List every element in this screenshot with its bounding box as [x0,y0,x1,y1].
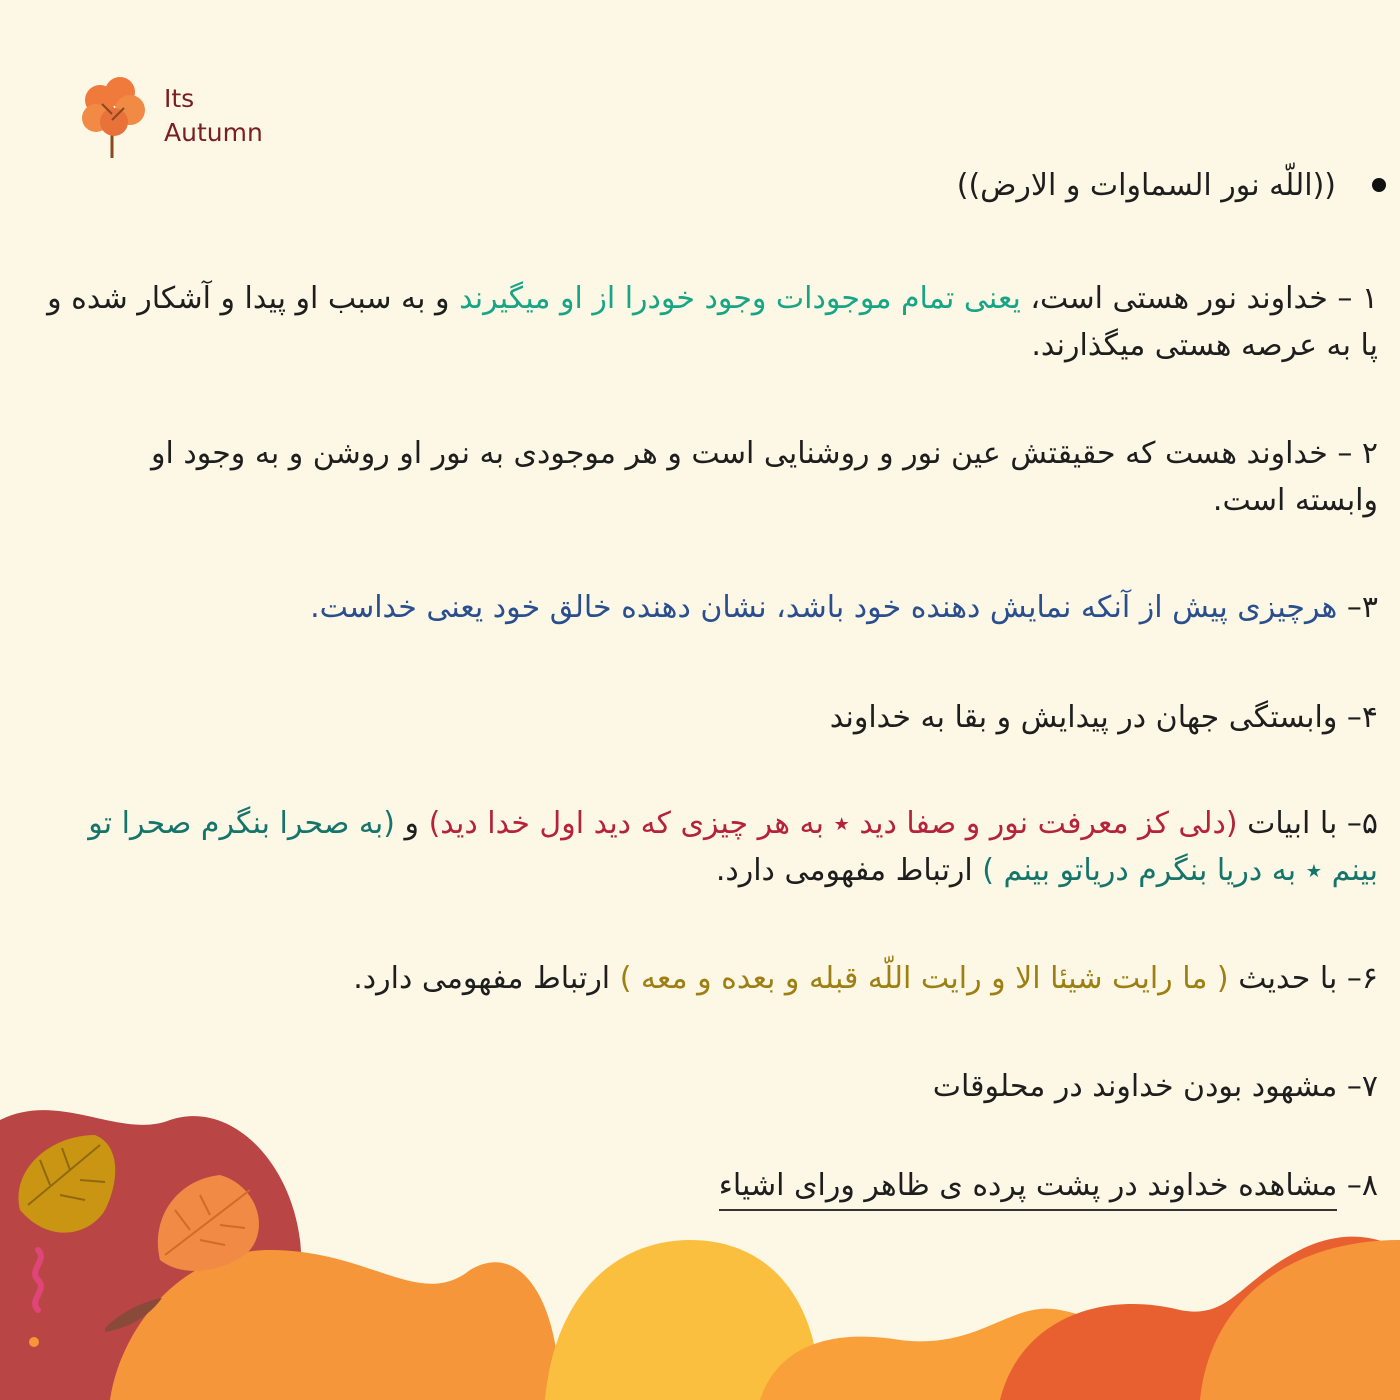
bullet-icon [1372,178,1386,192]
item-text: وابستگی جهان در پیدایش و بقا به خداوند [829,700,1338,735]
item-number: ۸– [1346,1168,1378,1203]
item-text: خداوند نور هستی است، [1030,281,1328,316]
item-4 [830,694,1378,741]
item-number: ۵– [1346,806,1378,841]
verse-2: (به صحرا بنگرم صحرا تو بینم ٭ به دریا بنگرم دریاتو بینم ) [88,806,1378,888]
item-1 [40,275,1378,369]
item-text: مشاهده خداوند در پشت پرده ی ظاهر ورای اشیاء [719,1168,1338,1211]
item-text: و [404,806,420,841]
item-3 [310,584,1378,631]
item-number: ۶– [1346,961,1378,996]
item-6 [353,955,1378,1002]
brand-line2: Autumn [164,118,263,147]
item-text: مشهود بودن خداوند در محلوقات [932,1069,1338,1104]
brand-line1: Its [164,84,195,113]
item-text: با ابیات [1247,806,1338,841]
item-number: ۴– [1346,700,1378,735]
item-text: ارتباط مفهومی دارد. [715,853,973,888]
item-2 [80,430,1378,524]
brand-logo [78,74,298,164]
item-number: ۳– [1346,590,1378,625]
item-text: ارتباط مفهومی دارد. [353,961,611,996]
item-number: ۷– [1346,1069,1378,1104]
orange-accent-blob [1200,1240,1400,1400]
dot-icon [29,1337,39,1347]
hadith-quote: ( ما رایت شیئا الا و رایت اللّه قبله و بعده و معه ) [619,961,1229,996]
autumn-tree-icon [78,74,148,160]
item-number: ۲ – [1337,436,1378,471]
page-title: ((اللّه نور السماوات و الارض)) [956,168,1336,203]
item-number: ۱ – [1337,281,1378,316]
item-text: خداوند هست که حقیقتش عین نور و روشنایی است و هر موجودی به نور او روشن و به وجود او وابسته است. [151,436,1378,518]
item-highlight: هرچیزی پیش از آنکه نمایش دهنده خود باشد، نشان دهنده خالق خود یعنی خداست. [310,590,1338,625]
item-highlight: یعنی تمام موجودات وجود خودرا از او میگیرند [459,281,1021,316]
autumn-decoration [0,1100,1400,1400]
item-text: و به سبب او پیدا و آشکار شده و پا به عرصه هستی میگذارند. [47,281,1378,363]
item-5 [80,800,1378,894]
item-text: با حدیث [1238,961,1338,996]
verse-1: (دلی کز معرفت نور و صفا دید ٭ به هر چیزی که دید اول خدا دید) [428,806,1238,841]
